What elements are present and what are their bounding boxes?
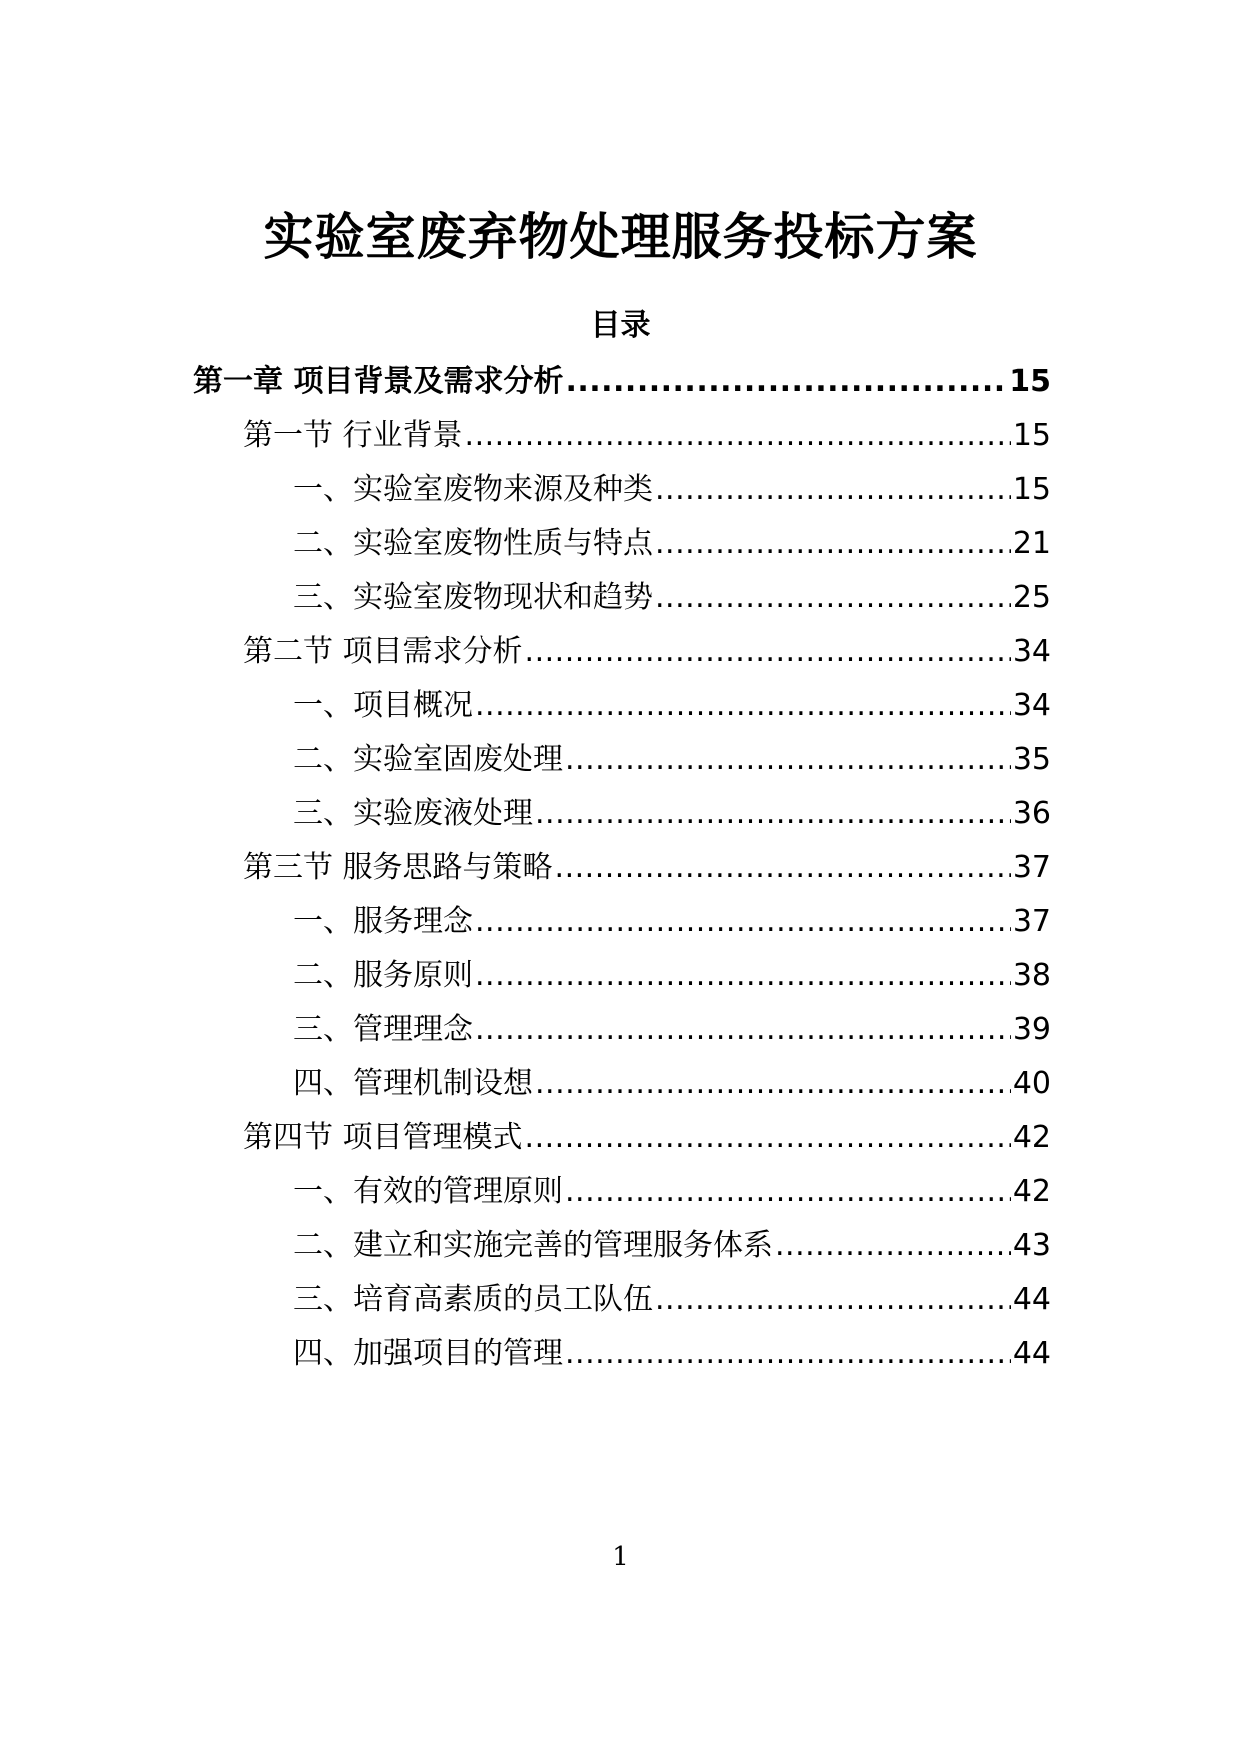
- toc-entry-subsection[interactable]: [293, 522, 1051, 566]
- toc-entry-page: 34: [1012, 634, 1051, 669]
- toc-entry-section-1[interactable]: [243, 414, 1051, 458]
- toc-entry-subsection[interactable]: [293, 954, 1051, 998]
- toc-entry-label: 三、管理理念: [293, 1012, 473, 1047]
- toc-entry-section-4[interactable]: [243, 1116, 1051, 1160]
- toc-leader-dots: [535, 792, 1011, 836]
- toc-entry-page: 25: [1012, 580, 1051, 615]
- toc-entry-subsection[interactable]: [293, 1170, 1051, 1214]
- toc-entry-label: 二、实验室废物性质与特点: [293, 526, 653, 561]
- toc-entry-subsection[interactable]: [293, 900, 1051, 944]
- toc-leader-dots: [655, 1278, 1011, 1322]
- toc-entry-label: 二、实验室固废处理: [293, 742, 563, 777]
- toc-leader-dots: [525, 630, 1011, 674]
- toc-entry-label: 三、实验废液处理: [293, 796, 533, 831]
- toc-leader-dots: [655, 522, 1011, 566]
- toc-entry-label: 四、加强项目的管理: [293, 1336, 563, 1371]
- toc-leader-dots: [475, 954, 1011, 998]
- toc-entry-label: 一、项目概况: [293, 688, 473, 723]
- toc-entry-page: 15: [1009, 364, 1051, 399]
- document-title: 实验室废弃物处理服务投标方案: [263, 208, 978, 266]
- toc-entry-page: 15: [1012, 472, 1051, 507]
- toc-entry-page: 36: [1012, 796, 1051, 831]
- toc-entry-page: 38: [1012, 958, 1051, 993]
- toc-entry-page: 44: [1012, 1336, 1051, 1371]
- toc-entry-subsection[interactable]: [293, 1278, 1051, 1322]
- toc-entry-page: 40: [1012, 1066, 1051, 1101]
- toc-entry-page: 35: [1012, 742, 1051, 777]
- toc-entry-label: 第四节 项目管理模式: [243, 1120, 523, 1155]
- toc-entry-label: 四、管理机制设想: [293, 1066, 533, 1101]
- toc-entry-section-3[interactable]: [243, 846, 1051, 890]
- toc-leader-dots: [565, 1332, 1011, 1376]
- toc-entry-label: 三、培育高素质的员工队伍: [293, 1282, 653, 1317]
- toc-leader-dots: [565, 1170, 1011, 1214]
- toc-entry-subsection[interactable]: [293, 1224, 1051, 1268]
- toc-entry-label: 二、建立和实施完善的管理服务体系: [293, 1228, 773, 1263]
- toc-entry-label: 二、服务原则: [293, 958, 473, 993]
- toc-leader-dots: [475, 900, 1011, 944]
- toc-entry-subsection[interactable]: [293, 792, 1051, 836]
- toc-entry-subsection[interactable]: [293, 468, 1051, 512]
- toc-entry-label: 一、实验室废物来源及种类: [293, 472, 653, 507]
- toc-entry-page: 42: [1012, 1174, 1051, 1209]
- toc-entry-label: 一、有效的管理原则: [293, 1174, 563, 1209]
- toc-entry-page: 39: [1012, 1012, 1051, 1047]
- toc-leader-dots: [525, 1116, 1011, 1160]
- page-number: 1: [612, 1542, 629, 1572]
- toc-entry-label: 一、服务理念: [293, 904, 473, 939]
- toc-leader-dots: [655, 576, 1011, 620]
- toc-entry-label: 第三节 服务思路与策略: [243, 850, 553, 885]
- toc-heading: 目录: [590, 308, 651, 343]
- toc-entry-label: 第一节 行业背景: [243, 418, 463, 453]
- toc-entry-section-2[interactable]: [243, 630, 1051, 674]
- toc-entry-label: 第二节 项目需求分析: [243, 634, 523, 669]
- toc-entry-page: 37: [1012, 904, 1051, 939]
- toc-entry-page: 34: [1012, 688, 1051, 723]
- toc-leader-dots: [465, 414, 1011, 458]
- toc-entry-label: 第一章 项目背景及需求分析: [193, 364, 564, 399]
- toc-leader-dots: [775, 1224, 1011, 1268]
- toc-entry-label: 三、实验室废物现状和趋势: [293, 580, 653, 615]
- toc-entry-page: 15: [1012, 418, 1051, 453]
- toc-leader-dots: [555, 846, 1011, 890]
- toc-entry-subsection[interactable]: [293, 576, 1051, 620]
- toc-entry-page: 43: [1012, 1228, 1051, 1263]
- toc-leader-dots: [535, 1062, 1011, 1106]
- toc-entry-page: 21: [1012, 526, 1051, 561]
- toc-entry-subsection[interactable]: [293, 684, 1051, 728]
- toc-entry-page: 37: [1012, 850, 1051, 885]
- toc-entry-subsection[interactable]: [293, 1062, 1051, 1106]
- toc-leader-dots: [565, 360, 1007, 404]
- toc-leader-dots: [475, 684, 1011, 728]
- toc-leader-dots: [565, 738, 1011, 782]
- toc-leader-dots: [655, 468, 1011, 512]
- toc-entry-subsection[interactable]: [293, 1332, 1051, 1376]
- toc-entry-subsection[interactable]: [293, 738, 1051, 782]
- toc-entry-page: 44: [1012, 1282, 1051, 1317]
- toc-leader-dots: [475, 1008, 1011, 1052]
- toc-entry-subsection[interactable]: [293, 1008, 1051, 1052]
- toc-entry-page: 42: [1012, 1120, 1051, 1155]
- toc-entry-chapter-1[interactable]: [193, 360, 1051, 404]
